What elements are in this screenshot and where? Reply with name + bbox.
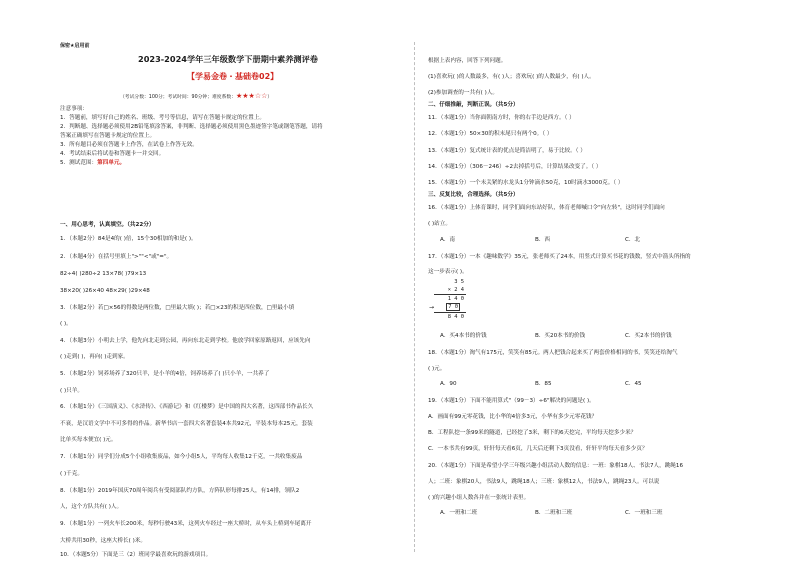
question-line: ( )只羊。 xyxy=(60,388,83,394)
question-line: 人；二班：象棋20人，书法9人，跳绳18人；三班：象棋12人，书法9人，跳绳23人。可以说 xyxy=(428,479,660,485)
question-line: 这一步表示( )。 xyxy=(428,269,468,275)
question-line: 82÷4( )280÷2 13×78( )79×13 xyxy=(60,271,147,277)
confidential-tag: 保密★启用前 xyxy=(60,43,90,49)
meta-close: ） xyxy=(267,95,273,100)
option-a: A．一班和二班 xyxy=(440,510,478,516)
mult-multiplicand: 3 5 xyxy=(454,279,464,285)
difficulty-stars-on: ★★★ xyxy=(236,92,255,100)
option-b: B．买20本书的价钱 xyxy=(535,333,586,339)
question-line: 17．（本题1分）一本《趣味数学》35元，张老师买了24本，用竖式计算买书花的钱数，竖式中箭头所指的 xyxy=(428,254,691,260)
question-line: 人，这个方队共有( )人。 xyxy=(60,504,123,510)
note-item: 答案正确填写在答题卡规定的位置上。 xyxy=(60,133,156,139)
question-line: 3．（本题2分）若□×56的得数是两位数，□里最大填( )；若□×23的积是四位数，□里最小填 xyxy=(60,305,295,311)
option-a: A．90 xyxy=(440,381,457,387)
question-line: 比单买每本便宜( )元。 xyxy=(60,437,117,443)
question-line: 4．（本题3分）小明去上学，他先向北走到公园，再向东北走到学校。他放学回家原路返回，应该先向 xyxy=(60,338,311,344)
question-line: 1．（本题2分）84是4的( )倍，15个30相加的和是( )。 xyxy=(60,236,197,242)
meta-text: （考试分数：100分；考试时间：90分钟；难度系数： xyxy=(120,95,236,100)
question-line: ( )走到( )，再向( )走到家。 xyxy=(60,354,129,360)
arrow-icon: → xyxy=(429,304,435,311)
column-divider xyxy=(414,42,415,552)
question-line: 不衰，是汉语文学中不可多得的作品。新华书店一套四大名著套装4本共92元，平装本每本25元，套装 xyxy=(60,421,313,427)
option-a: A．南 xyxy=(440,237,456,243)
mult-partial-2: 7 0 xyxy=(448,304,458,310)
judge-item: 15．（本题1分）一个未关紧的水龙头1分钟滴水50克，10时滴水3000克。（ ） xyxy=(428,180,624,186)
option-a: A．画面有99元零花钱，比小华的4倍多3元，小华有多少元零花钱？ xyxy=(428,414,598,420)
question-line: 大桥共用30秒，这座大桥长( )米。 xyxy=(60,538,146,544)
test-scope xyxy=(60,160,125,167)
difficulty-stars-off: ☆☆ xyxy=(254,92,268,100)
option-b: B．工程队挖一条99米的隧道，已经挖了3米，剩下的6天挖完，平均每天挖多少米？ xyxy=(428,430,637,436)
question-line: 18．（本题1分）淘气有175元，笑笑有85元。两人把钱合起来买了两套价格相同的书，笑笑还给淘气 xyxy=(428,350,678,356)
scope-label: 5．测试范围： xyxy=(60,160,98,166)
question-line: 20．（本题1分）下面是希望小学三年级兴趣小组活动人数的信息：一班：象棋18人、书法7人，跳绳16 xyxy=(428,463,684,469)
mult-rule xyxy=(434,294,466,295)
note-item: 4．考试结束后将试卷和答题卡一并交回。 xyxy=(60,151,165,157)
note-item: 1．答题前，填写好自己的姓名、班级、考号等信息，请写在答题卡规定的位置上。 xyxy=(60,115,265,121)
question-line: (1)喜欢玩( )的人数最多，有( )人；喜欢玩( )的人数最少，有( )人。 xyxy=(428,74,595,80)
question-line: 16．（本题1分）上体育课时，同学们面向东站好队，体育老师喊口令"向左转"，这时同学们面向 xyxy=(428,205,665,211)
section-2-heading: 二、仔细推敲，判断正误。（共5分） xyxy=(428,102,519,108)
note-item: 3．所有题目必须在答题卡上作答，在试卷上作答无效。 xyxy=(60,142,198,148)
question-line: (2)参加调查的一共有( )人。 xyxy=(428,90,499,96)
exam-subtitle: 【学易金卷・基础卷02】 xyxy=(187,72,279,81)
question-line: ( )的兴趣小组人数各并在一张统计表里。 xyxy=(428,495,530,501)
judge-item: 12．（本题1分）50×30的积末尾只有两个0。（ ） xyxy=(428,131,553,137)
question-line: ( )。 xyxy=(60,321,72,327)
notes-heading: 注意事项： xyxy=(60,106,88,112)
question-line: 根据上表内容，回答下列问题。 xyxy=(428,58,507,64)
option-c: C．买2本书的价钱 xyxy=(625,333,672,339)
scope-value: 第四单元。 xyxy=(97,160,126,166)
option-c: C．一本书共有99页，轩轩每天看6页，几天后还剩下3页没看，轩轩平均每天看多少页？ xyxy=(428,446,648,452)
option-c: C．一班和三班 xyxy=(625,510,663,516)
question-line: 19．（本题1分）下面不能用算式"（99－3）÷6"解决的问题是( )。 xyxy=(428,398,595,404)
question-line: 9．（本题1分）一列火车长200米，每秒行驶43米，这列火车经过一座大桥时，从车头上桥到车尾离开 xyxy=(60,521,312,527)
question-line: 2．（本题4分）在括号里填上">""<"或"="。 xyxy=(60,254,173,260)
question-line: 8．（本题1分）2019年国庆70周年阅兵有受阅部队约方队，方阵队形每排25人，有14排，领队2 xyxy=(60,488,300,494)
question-line: 7．（本题1分）同学们分成5个小组收集废品，如今小组5人，平均每人收集12千克，一共收集废品 xyxy=(60,454,303,460)
section-1-heading: 一、用心思考，认真填空。（共22分） xyxy=(60,222,155,228)
mult-partial-1: 1 4 0 xyxy=(447,296,464,302)
question-line: ( )元。 xyxy=(428,366,446,372)
question-line: 38×20( )26×40 48×29( )29×48 xyxy=(60,288,150,294)
option-b: B．二班和三班 xyxy=(535,510,573,516)
judge-item: 11．（本题1分）当你面朝南方时，你的右手边是西方。（ ） xyxy=(428,115,575,121)
exam-title: 2023-2024学年三年级数学下册期中素养测评卷 xyxy=(138,54,318,64)
question-line: 6．（本题1分）《三国演义》、《水浒传》、《西游记》和《红楼梦》是中国的四大名著，这四部书作品长久 xyxy=(60,404,314,410)
option-b: B．西 xyxy=(535,237,551,243)
judge-item: 14．（本题1分）（306－246）÷2去掉括号后，计算结果改变了。（ ） xyxy=(428,164,602,170)
judge-item: 13．（本题1分）复式统计表的优点是简洁明了，易于比较。（ ） xyxy=(428,148,586,154)
question-line: ( )千克。 xyxy=(60,471,83,477)
section-3-heading: 三、反复比较，合理选择。（共5分） xyxy=(428,192,519,198)
mult-rule xyxy=(434,312,466,313)
option-a: A．买4本书的价钱 xyxy=(440,333,487,339)
option-b: B．85 xyxy=(535,381,552,387)
question-line: ( )站立。 xyxy=(428,221,451,227)
mult-product: 8 4 0 xyxy=(447,314,464,320)
question-line: 5．（本题2分）饲养场养了320只羊，是小羊的4倍，饲养场养了( )只小羊，一共养了 xyxy=(60,371,270,377)
mult-multiplier: × 2 4 xyxy=(447,287,464,293)
question-line: 10．（本题5分）下面是三（2）班同学最喜欢玩的游戏项目。 xyxy=(60,552,212,558)
exam-meta xyxy=(120,93,272,101)
note-item: 2．判断题、选择题必须使用2B铅笔填涂答案，非判断、选择题必须使用黑色墨迹签字笔或钢笔答题，请将 xyxy=(60,124,323,130)
option-c: C．45 xyxy=(625,381,642,387)
option-c: C．北 xyxy=(625,237,641,243)
